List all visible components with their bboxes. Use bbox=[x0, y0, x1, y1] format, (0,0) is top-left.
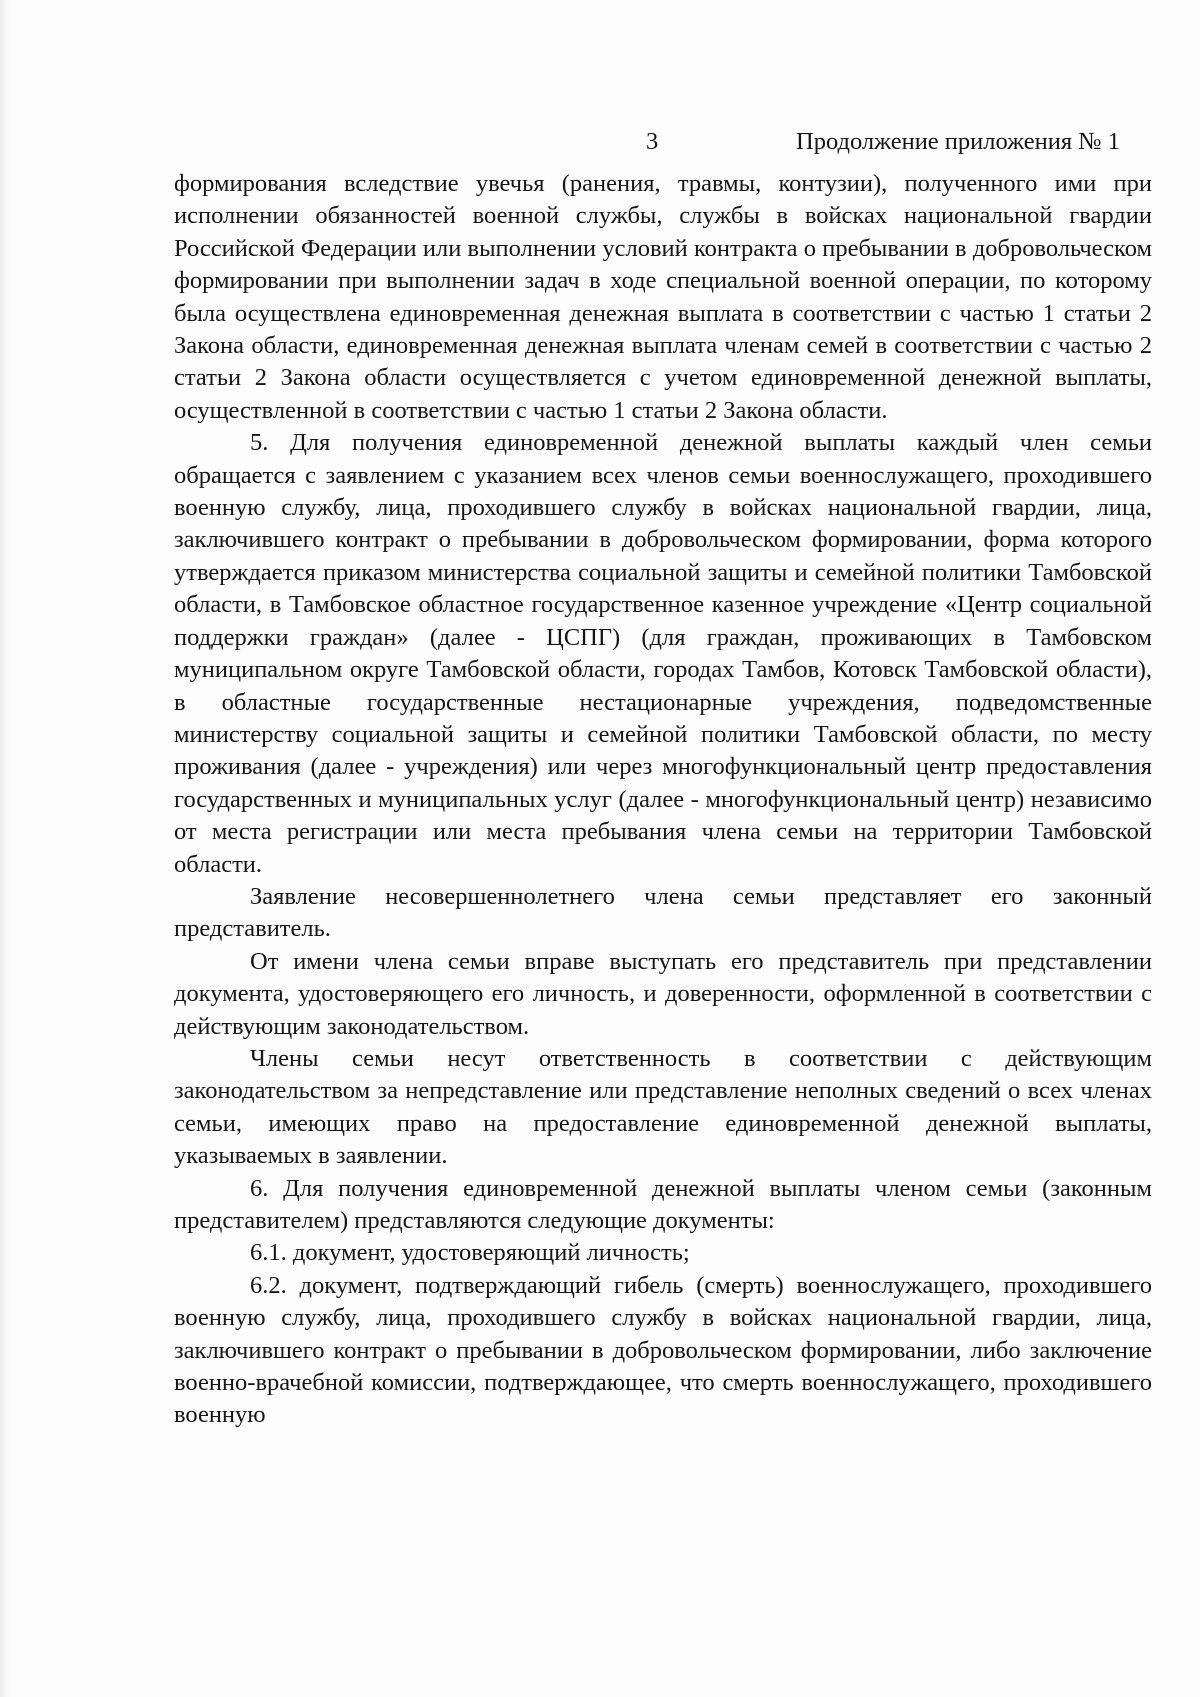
page-number: 3 bbox=[646, 128, 659, 155]
paragraph-representative: От имени члена семьи вправе выступать его представитель при представлении документа, удостоверяющего его личность, и доверенности, оформленной в соответствии с действующим законодательством. bbox=[174, 947, 1152, 1040]
scan-edge bbox=[0, 0, 14, 1697]
paragraph-item-5: 5. Для получения единовременной денежной выплаты каждый член семьи обращается с заявлением с указанием всех членов семьи военнослужащего, проходившего военную службу, лица, проходившего службу в войсках национальной гвардии, лица, заключившего контракт о пребывании в добровольческом формировании, форма которого утверждается приказом министерства социальной защиты и семейной политики Тамбовской области, в Тамбовское областное государственное казенное учреждение «Центр социальной поддержки граждан» (далее - ЦСПГ) (для граждан, проживающих в Тамбовском муниципальном округе Тамбовской области, городах Тамбов, Котовск Тамбовской области), в областные государственные нестационарные учреждения, подведомственные министерству социальной защиты и семейной политики Тамбовской области, по месту проживания (далее - учреждения) или через многофункциональный центр предоставления государственных и муниципальных услуг (далее - многофункциональный центр) независимо от места регистрации или места пребывания члена семьи на территории Тамбовской области. bbox=[174, 429, 1152, 878]
paragraph-item-6: 6. Для получения единовременной денежной выплаты членом семьи (законным представителем) представляются следующие документы: bbox=[174, 1174, 1152, 1234]
paragraph-item-6-1: 6.1. документ, удостоверяющий личность; bbox=[250, 1239, 690, 1267]
paragraph-continuation: формирования вследствие увечья (ранения, травмы, контузии), полученного ими при исполнении обязанностей военной службы, службы в войсках национальной гвардии Российской Федерации или выполнении условий контракта о пребывании в добровольческом формировании при выполнении задач в ходе специальной военной операции, по которому была осуществлена единовременная денежная выплата в соответствии с частью 1 статьи 2 Закона области, единовременная денежная выплата членам семей в соответствии с частью 2 статьи 2 Закона области осуществляется с учетом единовременной денежной выплаты, осуществленной в соответствии с частью 1 статьи 2 Закона области. bbox=[174, 170, 1152, 424]
page-header bbox=[0, 128, 1200, 160]
appendix-continuation-label: Продолжение приложения № 1 bbox=[796, 128, 1120, 155]
paragraph-minor-statement: Заявление несовершеннолетнего члена семьи представляет его законный представитель. bbox=[174, 882, 1152, 943]
document-body bbox=[174, 168, 1152, 1432]
paragraph-item-6-2: 6.2. документ, подтверждающий гибель (смерть) военнослужащего, проходившего военную службу, лица, проходившего службу в войсках национальной гвардии, лица, заключившего контракт о пребывании в добровольческом формировании, либо заключение военно-врачебной комиссии, подтверждающее, что смерть военнослужащего, проходившего военную bbox=[174, 1271, 1152, 1429]
paragraph-responsibility: Члены семьи несут ответственность в соответствии с действующим законодательством за непредставление или представление неполных сведений о всех членах семьи, имеющих право на предоставление единовременной денежной выплаты, указываемых в заявлении. bbox=[174, 1044, 1152, 1170]
